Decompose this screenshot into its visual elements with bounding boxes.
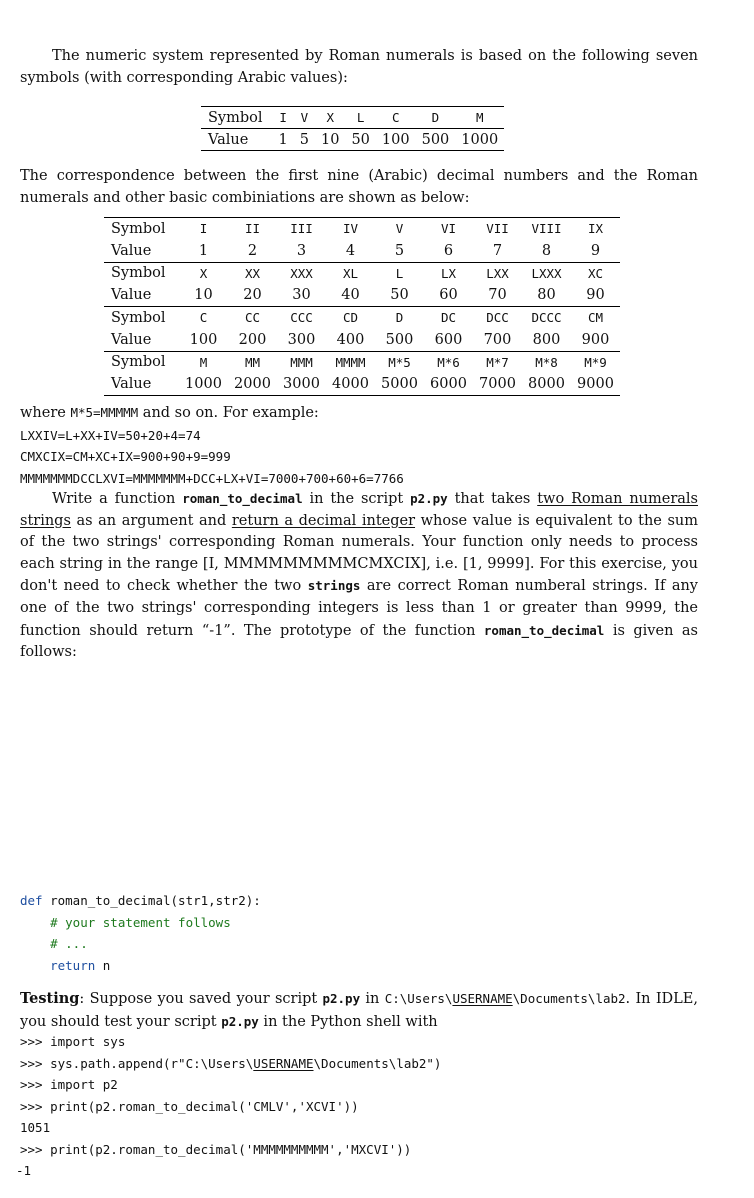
example-line: CMXCIX=CM+XC+IX=900+90+9=999 [20, 449, 231, 465]
code-comment: # ... [20, 936, 88, 951]
table-cell: 70 [488, 287, 507, 304]
symbol-row [201, 107, 504, 129]
inline-code: M*5=MMMMM [70, 405, 139, 420]
function-name: roman_to_decimal [483, 622, 605, 638]
table-cell: X [179, 262, 228, 284]
table-cell: 2 [247, 242, 258, 259]
table-cell: 6000 [424, 373, 473, 395]
table-cell: DCC [473, 307, 522, 329]
row-label: Value [111, 331, 152, 348]
table-cell: D [416, 107, 456, 129]
table-cell: M*6 [424, 351, 473, 373]
table-cell: M [455, 107, 504, 129]
table-cell: M*8 [522, 351, 571, 373]
table-cell: CD [326, 307, 375, 329]
table-cell: 4000 [326, 373, 375, 395]
task-text: Write a function roman_to_decimal in the script p2.py that takes two Roman numerals strings as an argument and return a decimal integer whose value is equivalent to the sum of the two strings' corresponding Roman numerals. Your function only needs to process each string in the range [I, MMMMMMMMMCMXCIX], i.e. [1, 9999]. For this exercise, you don't need to check whether the two strings are correct Roman numberal strings. If any one of the two strings' corresponding integers is less than 1 or greater than 9999, the function should return “-1”. The prototype of the function roman_to_decimal is given as follows: [20, 491, 698, 661]
symbol-row [104, 351, 620, 373]
code-line: return n [50, 957, 111, 973]
table-cell: 1000 [179, 373, 228, 395]
symbol-row [104, 262, 620, 284]
table-cell: M*9 [571, 351, 620, 373]
table-cell: 1 [198, 242, 209, 259]
code-line: def roman_to_decimal(str1,str2): [20, 893, 261, 908]
examples-block [20, 402, 698, 489]
table-cell: LXX [473, 262, 522, 284]
table-cell: MMMM [326, 351, 375, 373]
table-cell: 100 [189, 331, 218, 348]
table-cell: 9 [590, 242, 601, 259]
row-label: Value [104, 373, 179, 395]
table-cell: CM [571, 307, 620, 329]
table-cell: 5 [394, 242, 405, 259]
table-cell: 300 [287, 331, 316, 348]
example-line: MMMMMMMDCCLXVI=MMMMMMM+DCC+LX+VI=7000+700+60+6=7766 [20, 470, 404, 486]
value-row [104, 373, 620, 395]
table-cell: 7000 [473, 373, 522, 395]
table-cell: L [375, 262, 424, 284]
table-cell: 50 [390, 287, 409, 304]
table-cell: 9000 [571, 373, 620, 395]
shell-line: >>> print(p2.roman_to_decimal('CMLV','XCVI')) [20, 1098, 359, 1114]
table-cell: 2000 [228, 373, 277, 395]
table-cell: DC [424, 307, 473, 329]
table-cell: C [376, 107, 416, 129]
table-cell: XX [228, 262, 277, 284]
table-cell: XC [571, 262, 620, 284]
example-line: LXXIV=L+XX+IV=50+20+4=74 [20, 427, 201, 443]
table-cell: XXX [277, 262, 326, 284]
value-row [201, 129, 504, 151]
table-cell: 80 [537, 287, 556, 304]
table-cell: V [294, 107, 315, 129]
table-cell: L [345, 107, 375, 129]
value-row [104, 240, 620, 262]
table-cell: MM [228, 351, 277, 373]
table-cell: 3000 [277, 373, 326, 395]
intro-paragraph [20, 46, 698, 89]
shell-line: >>> import p2 [20, 1077, 118, 1092]
symbol-row [104, 218, 620, 240]
row-label: Value [111, 287, 152, 304]
where-line: where M*5=MMMMM and so on. For example: [20, 405, 319, 421]
row-label: Symbol [104, 218, 179, 240]
row-label: Symbol [104, 262, 179, 284]
value-row [104, 284, 620, 306]
table-cell: CCC [277, 307, 326, 329]
table-cell: I [273, 107, 294, 129]
code-listing [20, 890, 261, 976]
task-paragraph [20, 488, 698, 664]
table-cell: M*7 [473, 351, 522, 373]
table-cell: D [375, 307, 424, 329]
row-label: Symbol [104, 307, 179, 329]
value-row [104, 329, 620, 351]
table-cell: 10 [315, 129, 345, 151]
testing-paragraph [20, 988, 698, 1033]
table-cell: IV [326, 218, 375, 240]
shell-line: >>> sys.path.append(r"C:\Users\USERNAME\Documents\lab2") [20, 1055, 442, 1071]
table-cell: 800 [532, 331, 561, 348]
table-cell: X [315, 107, 345, 129]
function-name: roman_to_decimal [182, 491, 303, 506]
table-cell: VI [424, 218, 473, 240]
shell-line: >>> import sys [20, 1034, 126, 1049]
table-cell: 600 [434, 331, 463, 348]
table-cell: 700 [483, 331, 512, 348]
combinations-paragraph [20, 166, 698, 209]
table-cell: CC [228, 307, 277, 329]
symbol-row [104, 307, 620, 329]
table-cell: 5 [294, 129, 315, 151]
row-label: Symbol [201, 107, 273, 129]
table-cell: 90 [586, 287, 605, 304]
table-cell: 40 [341, 287, 360, 304]
table-cell: 5000 [375, 373, 424, 395]
shell-output: 1051 [20, 1120, 51, 1135]
table-cell: 7 [492, 242, 503, 259]
table-cell: 3 [296, 242, 307, 259]
table-cell: VII [473, 218, 522, 240]
table-cell: 100 [376, 129, 416, 151]
table-cell: LXXX [522, 262, 571, 284]
table-cell: 400 [336, 331, 365, 348]
intro-text: The numeric system represented by Roman numerals is based on the following seven symbols (with corresponding Arabic values): [20, 48, 698, 86]
inline-code: strings [307, 578, 361, 594]
table-cell: M*5 [375, 351, 424, 373]
table-cell: LX [424, 262, 473, 284]
table-cell: V [375, 218, 424, 240]
combinations-text: The correspondence between the first nine (Arabic) decimal numbers and the Roman numerals and other basic combiniations are shown as below: [20, 168, 698, 206]
table-cell: VIII [522, 218, 571, 240]
testing-text: Testing: Suppose you saved your script p2.py in C:\Users\USERNAME\Documents\lab2. In IDLE, you should test your script p2.py in the Python shell with [20, 990, 698, 1030]
seven-symbols-table [201, 106, 504, 151]
shell-line: >>> print(p2.roman_to_decimal('MMMMMMMMMM','MXCVI')) [20, 1141, 412, 1157]
table-cell: 8 [541, 242, 552, 259]
table-cell: 1 [273, 129, 294, 151]
table-cell: MMM [277, 351, 326, 373]
table-cell: 30 [292, 287, 311, 304]
row-label: Symbol [104, 351, 179, 373]
table-cell: 500 [385, 331, 414, 348]
table-cell: 8000 [522, 373, 571, 395]
table-cell: 10 [194, 287, 213, 304]
underlined-text: two Roman numerals strings [20, 491, 698, 529]
table-cell: M [179, 351, 228, 373]
script-name: p2.py [410, 491, 448, 506]
testing-label: Testing [20, 990, 80, 1007]
table-cell: 6 [443, 242, 454, 259]
shell-session [16, 1031, 442, 1182]
table-cell: 50 [345, 129, 375, 151]
table-cell: 1000 [455, 129, 504, 151]
combinations-table [104, 217, 620, 396]
row-label: Value [111, 242, 152, 259]
row-label: Value [201, 129, 273, 151]
table-cell: 200 [238, 331, 267, 348]
table-cell: III [277, 218, 326, 240]
table-cell: 900 [581, 331, 610, 348]
shell-output: -1 [16, 1163, 32, 1178]
table-cell: IX [571, 218, 620, 240]
table-cell: I [179, 218, 228, 240]
table-cell: DCCC [522, 307, 571, 329]
table-cell: 60 [439, 287, 458, 304]
table-cell: XL [326, 262, 375, 284]
table-cell: 500 [416, 129, 456, 151]
underlined-text: return a decimal integer [231, 512, 416, 529]
table-cell: 4 [345, 242, 356, 259]
table-cell: 20 [243, 287, 262, 304]
table-cell: II [228, 218, 277, 240]
code-comment: # your statement follows [20, 914, 231, 930]
table-cell: C [179, 307, 228, 329]
